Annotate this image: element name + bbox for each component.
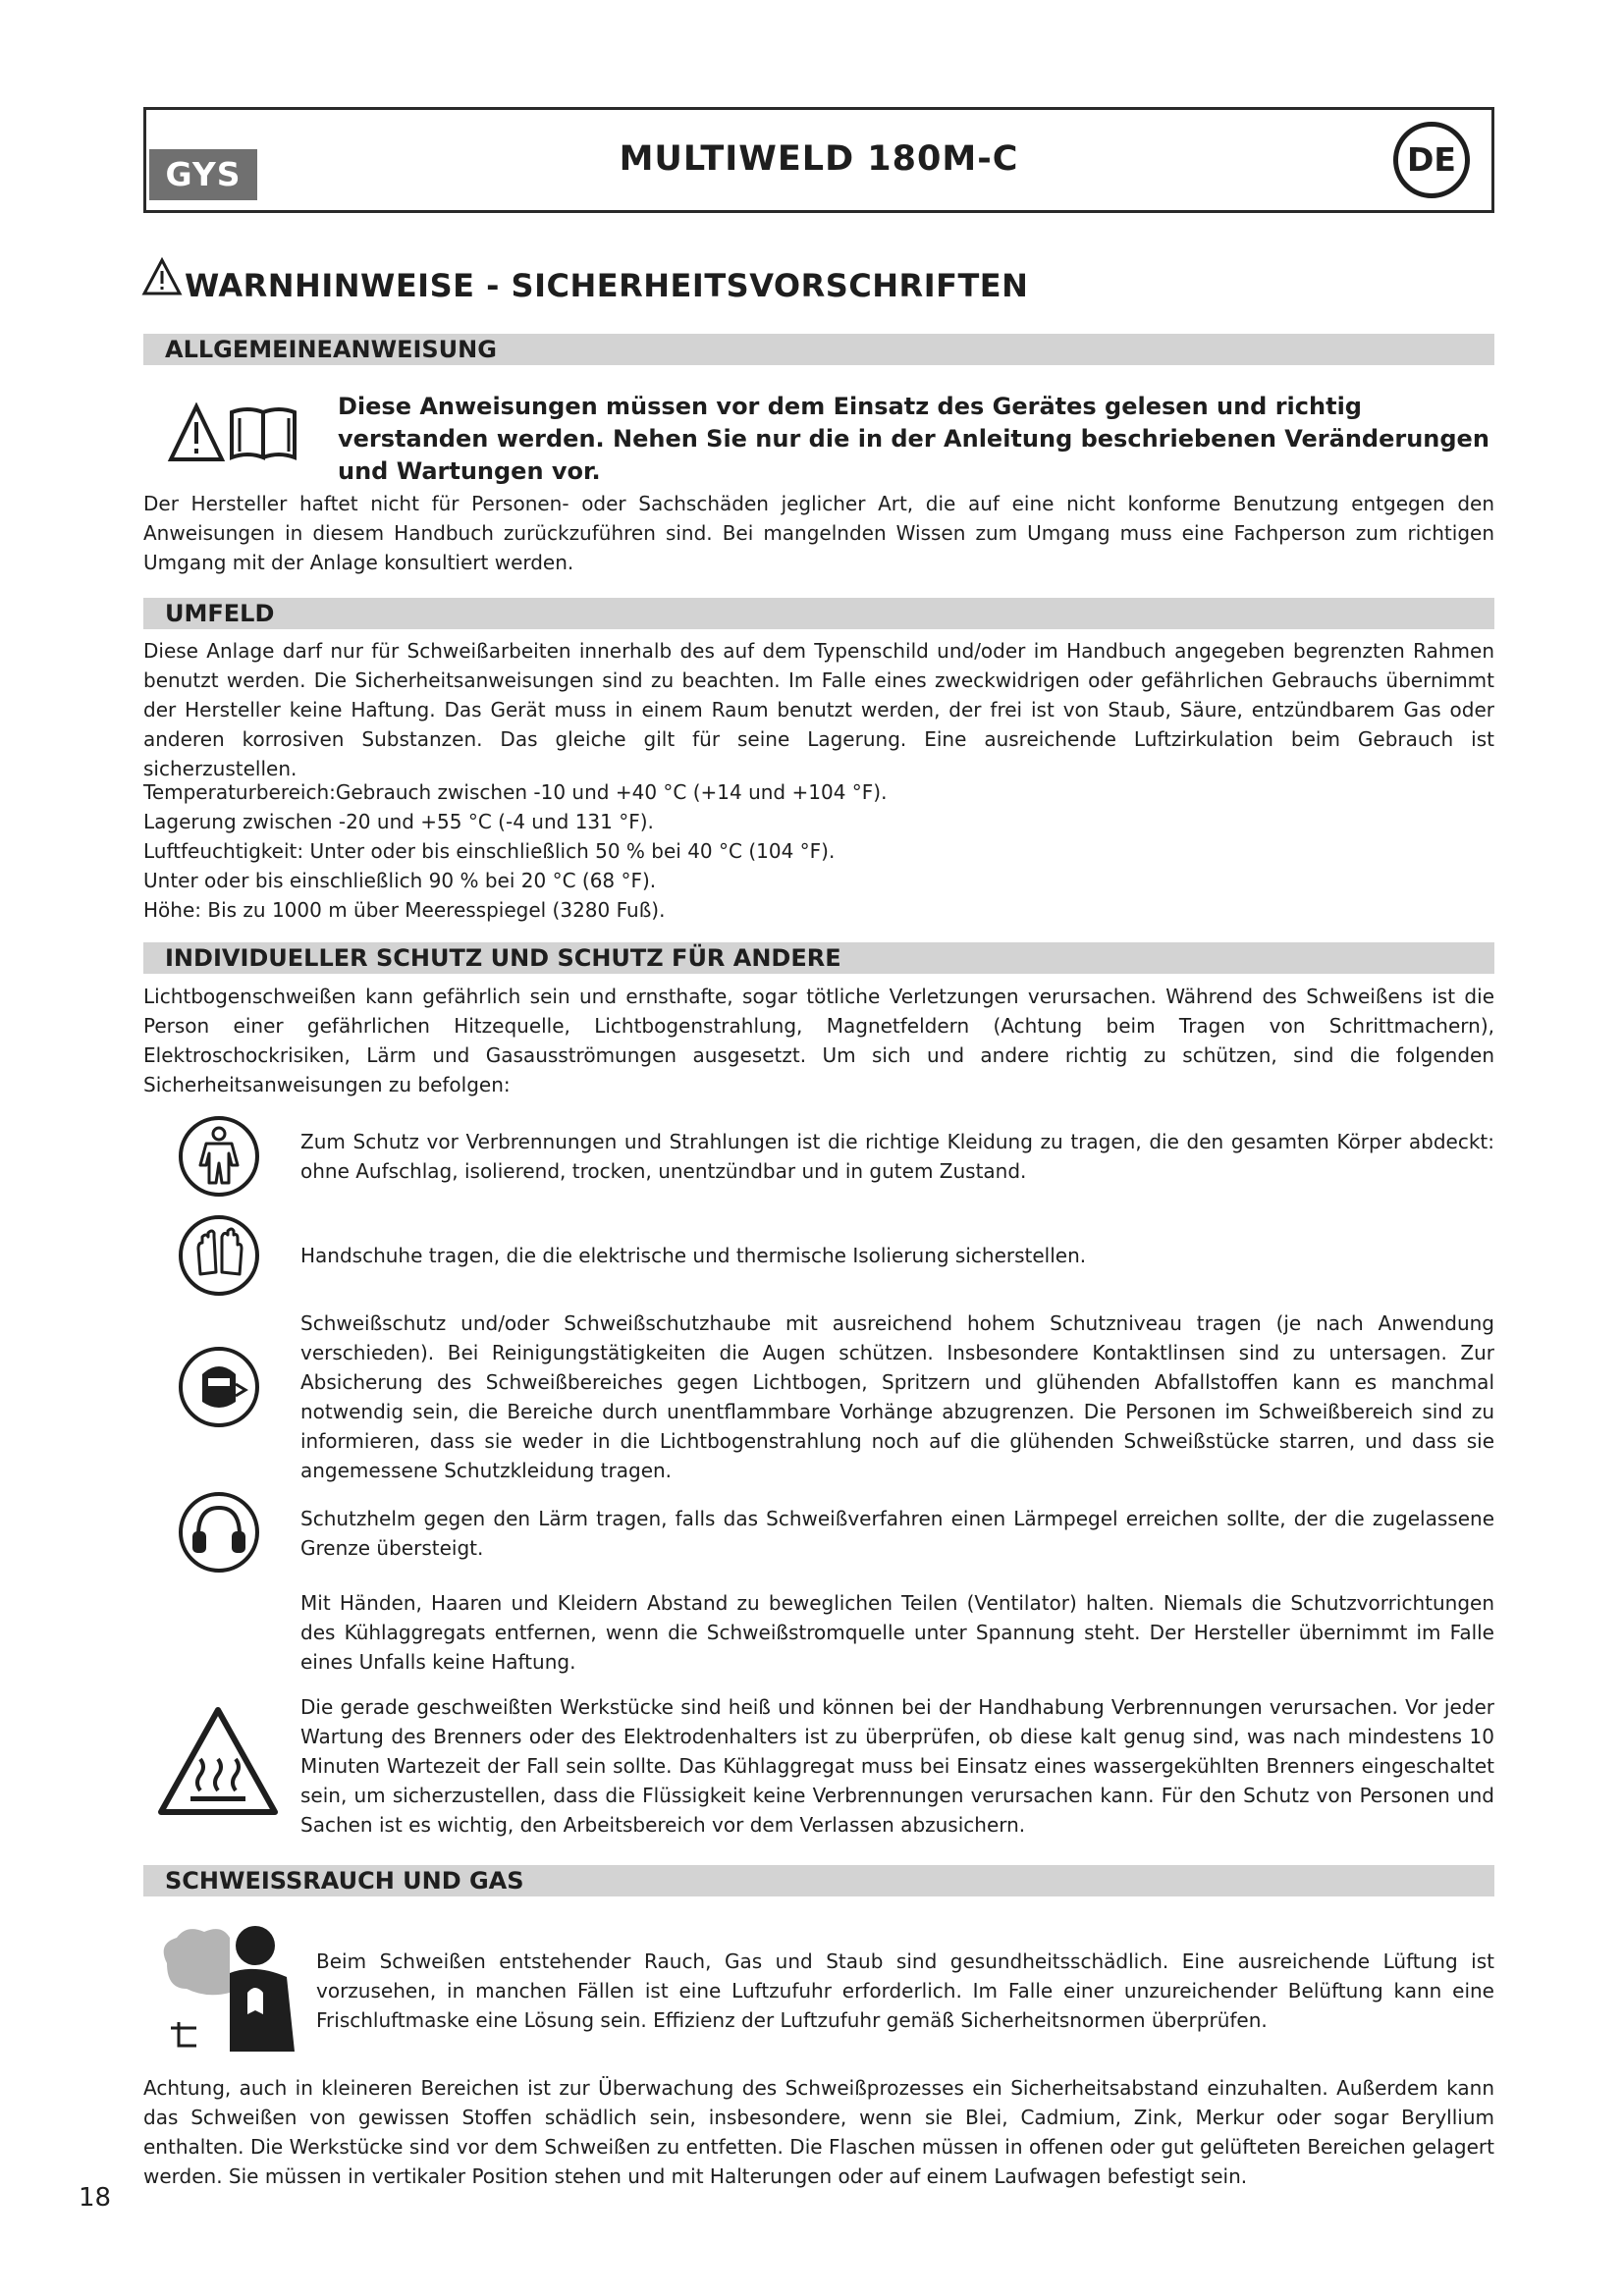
section-heading-general: ALLGEMEINEANWEISUNG [143,334,1494,365]
section-heading-environment: UMFELD [143,598,1494,629]
model-title: MULTIWELD 180M-C [619,139,1019,179]
hearing-text: Schutzhelm gegen den Lärm tragen, falls das Schweißverfahren einen Lärmpegel erreichen sollte, der die zugelassene Grenze übersteigt. [300,1507,1494,1560]
warning-triangle-icon [141,257,183,296]
moving-parts-text: Mit Händen, Haaren und Kleidern Abstand zu beweglichen Teilen (Ventilator) halten. Niemals die Schutzvorrichtungen des Kühlaggregats entfernen, wenn die Schweißstromquelle unter Spannung steht. Der Hersteller übernimmt im Falle eines Unfalls keine Haftung. [300,1591,1494,1674]
document-header [143,107,1494,213]
read-manual-icon [167,402,306,463]
section-heading-fumes: SCHWEISSRAUCH UND GAS [143,1865,1494,1896]
fumes-text-2: Achtung, auch in kleineren Bereichen ist zur Überwachung des Schweißprozesses ein Sicherheitsabstand einzuhalten. Außerdem kann das Schweißen von gewissen Stoffen schädlich sein, insbesondere, wenn sie Blei, Cadmium, Zink, Merkur oder sogar Beryllium enthalten. Die Werkstücke sind vor dem Schweißen zu entfetten. Die Flaschen müssen in offenen oder gut gelüfteten Bereichen gelagert werden. Sie müssen in vertikaler Position stehen und mit Halterungen oder auf einem Laufwagen befestigt sein. [143,2076,1494,2188]
humidity-1: Luftfeuchtigkeit: Unter oder bis einschließlich 50 % bei 40 °C (104 °F). [143,839,836,863]
gloves-text: Handschuhe tragen, die die elektrische und thermische Isolierung sicherstellen. [300,1244,1087,1267]
protective-clothing-icon [177,1114,261,1199]
hot-parts-text: Die gerade geschweißten Werkstücke sind heiß und können bei der Handhabung Verbrennungen verursachen. Vor jeder Wartung des Brenners oder des Elektrodenhalters ist zu überprüfen, ob diese kalt genug sind, was nach mindestens 10 Minuten Wartezeit der Fall sein sollte. Das Kühlaggregat muss bei Einsatz eines wassergekühlten Brenners eingeschaltet sein, um sicherzustellen, dass die Flüssigkeit keine Verbrennungen verursachen kann. Für den Schutz von Personen und Sachen ist es wichtig, den Arbeitsbereich vor dem Verlassen abzusichern. [300,1695,1494,1837]
environment-conditions [143,777,1494,925]
protection-intro: Lichtbogenschweißen kann gefährlich sein und ernsthafte, sogar tötliche Verletzungen verursachen. Während des Schweißens ist die Person einer gefährlichen Hitzequelle, Lichtbogenstrahlung, Magnetfeldern (Achtung beim Tragen von Schrittmachern), Elektroschockrisiken, Lärm und Gasausströmungen ausgesetzt. Um sich und andere richtig zu schützen, sind die folgenden Sicherheitsanweisungen zu befolgen: [143,985,1494,1096]
general-text: Der Hersteller haftet nicht für Personen- oder Sachschäden jeglicher Art, die auf eine nicht konforme Benutzung entgegen den Anweisungen in diesem Handbuch zurückzuführen sind. Bei mangelnden Wissen zum Umgang muss eine Fachperson zum richtigen Umgang mit der Anlage konsultiert werden. [143,492,1494,574]
mask-text: Schweißschutz und/oder Schweißschutzhaube mit ausreichend hohem Schutzniveau tragen (je nach Anwendung verschieden). Bei Reinigungstätigkeiten die Augen schützen. Insbesondere Kontaktlinsen sind zu untersagen. Zur Absicherung des Schweißbereiches gegen Lichtbogen, Spritzern und glühenden Abfallstoffen kann es manchmal notwendig sein, die Bereiche durch unentflammbare Vorhänge abzugrenzen. Die Personen im Schweißbereich sind zu informieren, dass sie weder in die Lichtbogenstrahlung noch auf die glühenden Schweißstücke starren, und dass sie angemessene Schutzkleidung tragen. [300,1311,1494,1482]
temperature-storage: Lagerung zwischen -20 und +55 °C (-4 und 131 °F). [143,810,654,833]
general-intro: Diese Anweisungen müssen vor dem Einsatz des Gerätes gelesen und richtig verstanden werden. Nehen Sie nur die in der Anleitung beschriebenen Veränderungen und Wartungen vor. [338,393,1489,485]
language-badge: DE [1393,122,1470,198]
welding-fumes-icon [157,1924,304,2056]
hearing-protection-icon [177,1490,261,1575]
temperature-use: Temperaturbereich:Gebrauch zwischen -10 und +40 °C (+14 und +104 °F). [143,780,888,804]
welding-mask-icon [177,1345,261,1429]
page-title: WARNHINWEISE - SICHERHEITSVORSCHRIFTEN [185,267,1029,304]
altitude: Höhe: Bis zu 1000 m über Meeresspiegel (3280 Fuß). [143,898,666,922]
humidity-2: Unter oder bis einschließlich 90 % bei 20 °C (68 °F). [143,869,657,892]
fumes-text-1: Beim Schweißen entstehender Rauch, Gas und Staub sind gesundheitsschädlich. Eine ausreichende Lüftung ist vorzusehen, in manchen Fällen ist eine Luftzufuhr erforderlich. Im Falle einer unzureichender Belüftung kann eine Frischluftmaske eine Lösung sein. Effizienz der Luftzufuhr gemäß Sicherheitsnormen überprüfen. [316,1949,1494,2032]
gys-logo: GYS [149,149,257,200]
page-number: 18 [79,2183,112,2213]
environment-text: Diese Anlage darf nur für Schweißarbeiten innerhalb des auf dem Typenschild und/oder im Handbuch angegeben begrenzten Rahmen benutzt werden. Die Sicherheitsanweisungen sind zu beachten. Im Falle eines zweckwidrigen oder gefährlichen Gebrauchs übernimmt der Hersteller keine Haftung. Das Gerät muss in einem Raum benutzt werden, der frei ist von Staub, Säure, entzündbarem Gas oder anderen korrosiven Substanzen. Das gleiche gilt für seine Lagerung. Eine ausreichende Luftzirkulation beim Gebrauch ist sicherzustellen. [143,639,1494,780]
section-heading-protection: INDIVIDUELLER SCHUTZ UND SCHUTZ FÜR ANDERE [143,942,1494,974]
hot-surface-warning-icon [157,1706,279,1816]
gloves-icon [177,1213,261,1298]
clothing-text: Zum Schutz vor Verbrennungen und Strahlungen ist die richtige Kleidung zu tragen, die den gesamten Körper abdeckt: ohne Aufschlag, isolierend, trocken, unentzündbar und in gutem Zustand. [300,1130,1494,1183]
